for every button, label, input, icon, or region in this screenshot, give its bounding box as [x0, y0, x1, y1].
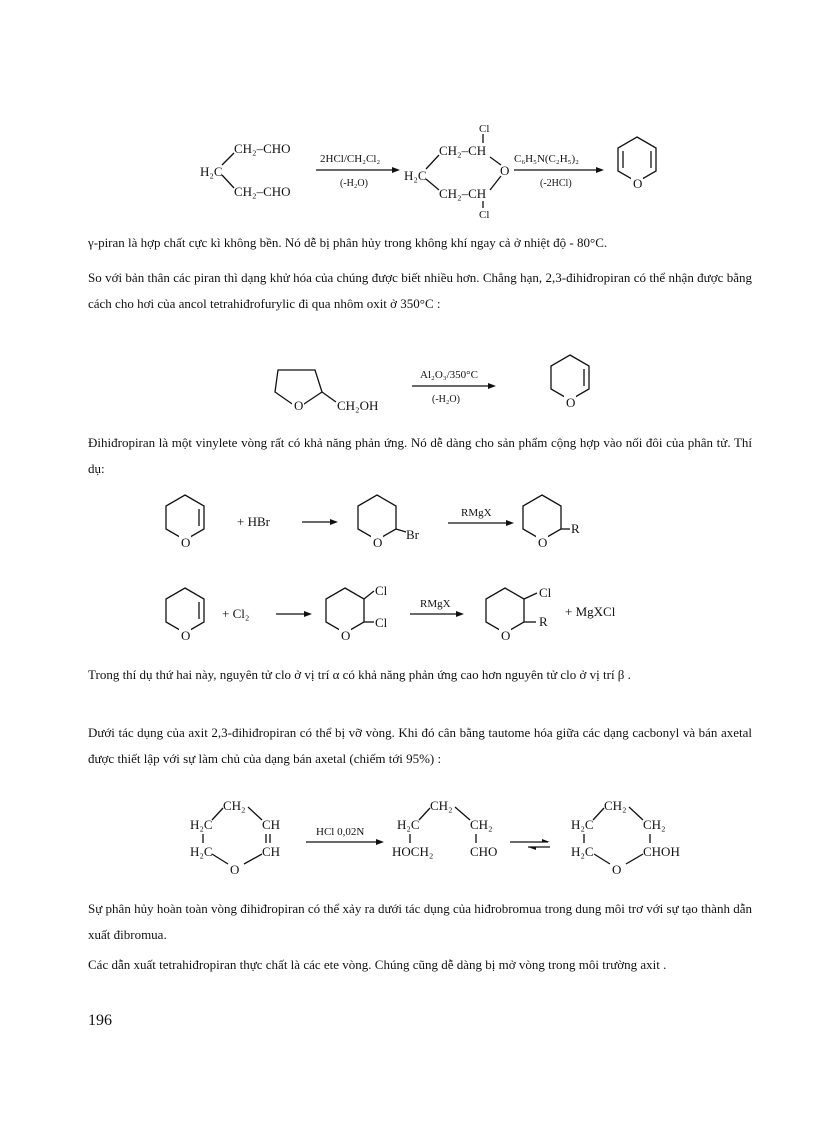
- furan-oxygen: O: [294, 398, 304, 413]
- dihydropyran-oxygen: O: [566, 395, 576, 410]
- arrow-head: [392, 167, 400, 173]
- page-number: 196: [88, 1012, 112, 1029]
- scheme-tetrahydrofurfuryl-alcohol: [0, 350, 816, 420]
- chloro-alpha: Cl: [375, 615, 388, 630]
- intermediate-cl-top: Cl: [479, 123, 490, 135]
- arrow-condition: (-H₂O): [432, 394, 460, 405]
- scheme-cl2-addition: [0, 576, 816, 642]
- b-cho: CHO: [470, 844, 498, 859]
- arrow-head: [456, 611, 464, 617]
- alkyl-tetrahydropyran-ring: [523, 495, 561, 540]
- bond: [594, 854, 610, 864]
- intermediate-top-group: CH₂–CH: [439, 143, 487, 158]
- arrow2-condition: (-2HCl): [540, 178, 572, 189]
- ring-oxygen: O: [538, 535, 548, 550]
- bond: [248, 807, 262, 820]
- b-ch2-right: CH₂: [470, 817, 493, 832]
- arrow-head: [376, 839, 384, 845]
- scheme-dialdehyde-to-pyran: [0, 110, 816, 220]
- intermediate-left-group: H₂C: [404, 168, 427, 183]
- paragraph-vinyl-ether: Đihiđropiran là một vinylete vòng rất có khả năng phản ứng. Nó dễ dàng cho sản phẩm cộng hợp vào nối đôi của phân tử. Thí dụ:: [88, 435, 752, 476]
- arrow-head: [506, 520, 514, 526]
- bond: [426, 179, 439, 190]
- reactant-bottom-group: CH₂–CHO: [234, 184, 291, 199]
- arrow-head: [488, 383, 496, 389]
- bond: [593, 808, 604, 820]
- c-oxygen: O: [612, 862, 622, 877]
- arrow2-reagent: C₆H₅N(C₂H₅)₂: [514, 153, 580, 165]
- dihydropyran-ring: [166, 588, 204, 633]
- paragraph-ring-opening: Dưới tác dụng của axit 2,3-đihiđropiran có thể bị vỡ vòng. Khi đó cân bằng tautome hóa giữa các dạng cacbonyl và bán axetal được thiết lập với sự làm chủ của dạng bán axetal (chiếm tới 95%) :: [88, 725, 752, 766]
- paragraph-dihydropyran-prep: So với bản thân các piran thì dạng khử hóa của chúng được biết nhiều hơn. Chẳng hạn, 2,3-đihiđropiran có thể nhận được bằng cách cho hơi của ancol tetrahiđrofurylic đi qua nhôm oxit ở 350°C :: [88, 270, 752, 311]
- bond: [629, 807, 643, 820]
- cl2-reagent: + Cl₂: [222, 606, 250, 621]
- bromo-tetrahydropyran-ring: [358, 495, 396, 540]
- bond: [626, 854, 643, 864]
- ring-oxygen: O: [501, 628, 511, 642]
- scheme-tautomerism: [0, 790, 816, 880]
- a-ch-top: CH: [262, 817, 281, 832]
- bond: [212, 808, 223, 820]
- bond: [490, 176, 501, 190]
- bond: [364, 591, 374, 599]
- chloro-beta: Cl: [375, 583, 388, 598]
- arrow-reagent: RMgX: [461, 507, 492, 519]
- bond: [490, 157, 501, 165]
- r-substituent: R: [571, 521, 580, 536]
- scheme-hbr-addition: [0, 488, 816, 550]
- dichloro-tetrahydropyran-ring: [326, 588, 364, 633]
- bond: [419, 808, 430, 820]
- bromo-substituent: Br: [406, 527, 419, 542]
- paragraph-tetrahydropyran: Các dẫn xuất tetrahiđropiran thực chất là các ete vòng. Chúng cũng dễ dàng bị mở vòng trong môi trường axit .: [88, 957, 667, 972]
- c-h2c-bottom: H₂C: [571, 844, 594, 859]
- reactant-left-group: H₂C: [200, 164, 223, 179]
- hbr-reagent: + HBr: [237, 514, 270, 529]
- pyran-oxygen: O: [633, 176, 643, 191]
- c-ch2-group: CH₂: [604, 798, 627, 813]
- intermediate-ring-oxygen: O: [500, 163, 510, 178]
- bond: [524, 593, 537, 599]
- ring-oxygen: O: [341, 628, 351, 642]
- bond: [426, 155, 439, 169]
- ring-oxygen: O: [373, 535, 383, 550]
- bond: [244, 854, 262, 864]
- arrow-head: [596, 167, 604, 173]
- arrow-head: [542, 839, 550, 842]
- a-h2c-bottom: H₂C: [190, 844, 213, 859]
- mgxcl-byproduct: + MgXCl: [565, 604, 616, 619]
- intermediate-bottom-group: CH₂–CH: [439, 186, 487, 201]
- a-h2c-top: H₂C: [190, 817, 213, 832]
- r-substituent: R: [539, 614, 548, 629]
- bond: [222, 153, 234, 165]
- arrow-head: [304, 611, 312, 617]
- a-ch2-group: CH₂: [223, 798, 246, 813]
- ring-oxygen: O: [181, 628, 191, 642]
- dihydropyran-ring: [551, 355, 589, 400]
- arrow1-condition: (-H₂O): [340, 178, 368, 189]
- b-hoch2: HOCH₂: [392, 844, 434, 859]
- dihydropyran-ring: [166, 495, 204, 540]
- arrow-reagent: HCl 0,02N: [316, 826, 365, 838]
- chloro-substituent: Cl: [539, 585, 552, 600]
- chloro-alkyl-tetrahydropyran-ring: [486, 588, 524, 633]
- ring-oxygen: O: [181, 535, 191, 550]
- intermediate-cl-bottom: Cl: [479, 209, 490, 220]
- b-h2c: H₂C: [397, 817, 420, 832]
- c-h2c-top: H₂C: [571, 817, 594, 832]
- c-ch2-right: CH₂: [643, 817, 666, 832]
- bond: [322, 392, 336, 402]
- paragraph-alpha-chlorine: Trong thí dụ thứ hai này, nguyên tử clo ở vị trí α có khả năng phản ứng cao hơn nguyên tử clo ở vị trí β .: [88, 667, 631, 682]
- arrow-reagent: RMgX: [420, 598, 451, 610]
- arrow1-reagent: 2HCl/CH₂Cl₂: [320, 153, 381, 165]
- bond: [222, 175, 234, 188]
- bond: [396, 529, 406, 532]
- bond: [455, 807, 470, 820]
- reactant-top-group: CH₂–CHO: [234, 141, 291, 156]
- paragraph-hbr-decomposition: Sự phân hủy hoàn toàn vòng đihiđropiran có thể xảy ra dưới tác dụng của hiđrobromua trong dung môi trơ với sự tạo thành dẫn xuất đibromua.: [88, 901, 752, 942]
- arrow-head: [330, 519, 338, 525]
- ch2oh-substituent: CH₂OH: [337, 398, 379, 413]
- arrow-reagent: Al₂O₃/350°C: [420, 369, 478, 381]
- a-ch-bottom: CH: [262, 844, 281, 859]
- b-ch2-group: CH₂: [430, 798, 453, 813]
- c-choh: CHOH: [643, 844, 680, 859]
- paragraph-gamma-pyran: γ-piran là hợp chất cực kì không bền. Nó dễ bị phân hủy trong không khí ngay cả ở nhiệt độ - 80°C.: [88, 235, 608, 250]
- a-oxygen: O: [230, 862, 240, 877]
- bond: [212, 854, 228, 864]
